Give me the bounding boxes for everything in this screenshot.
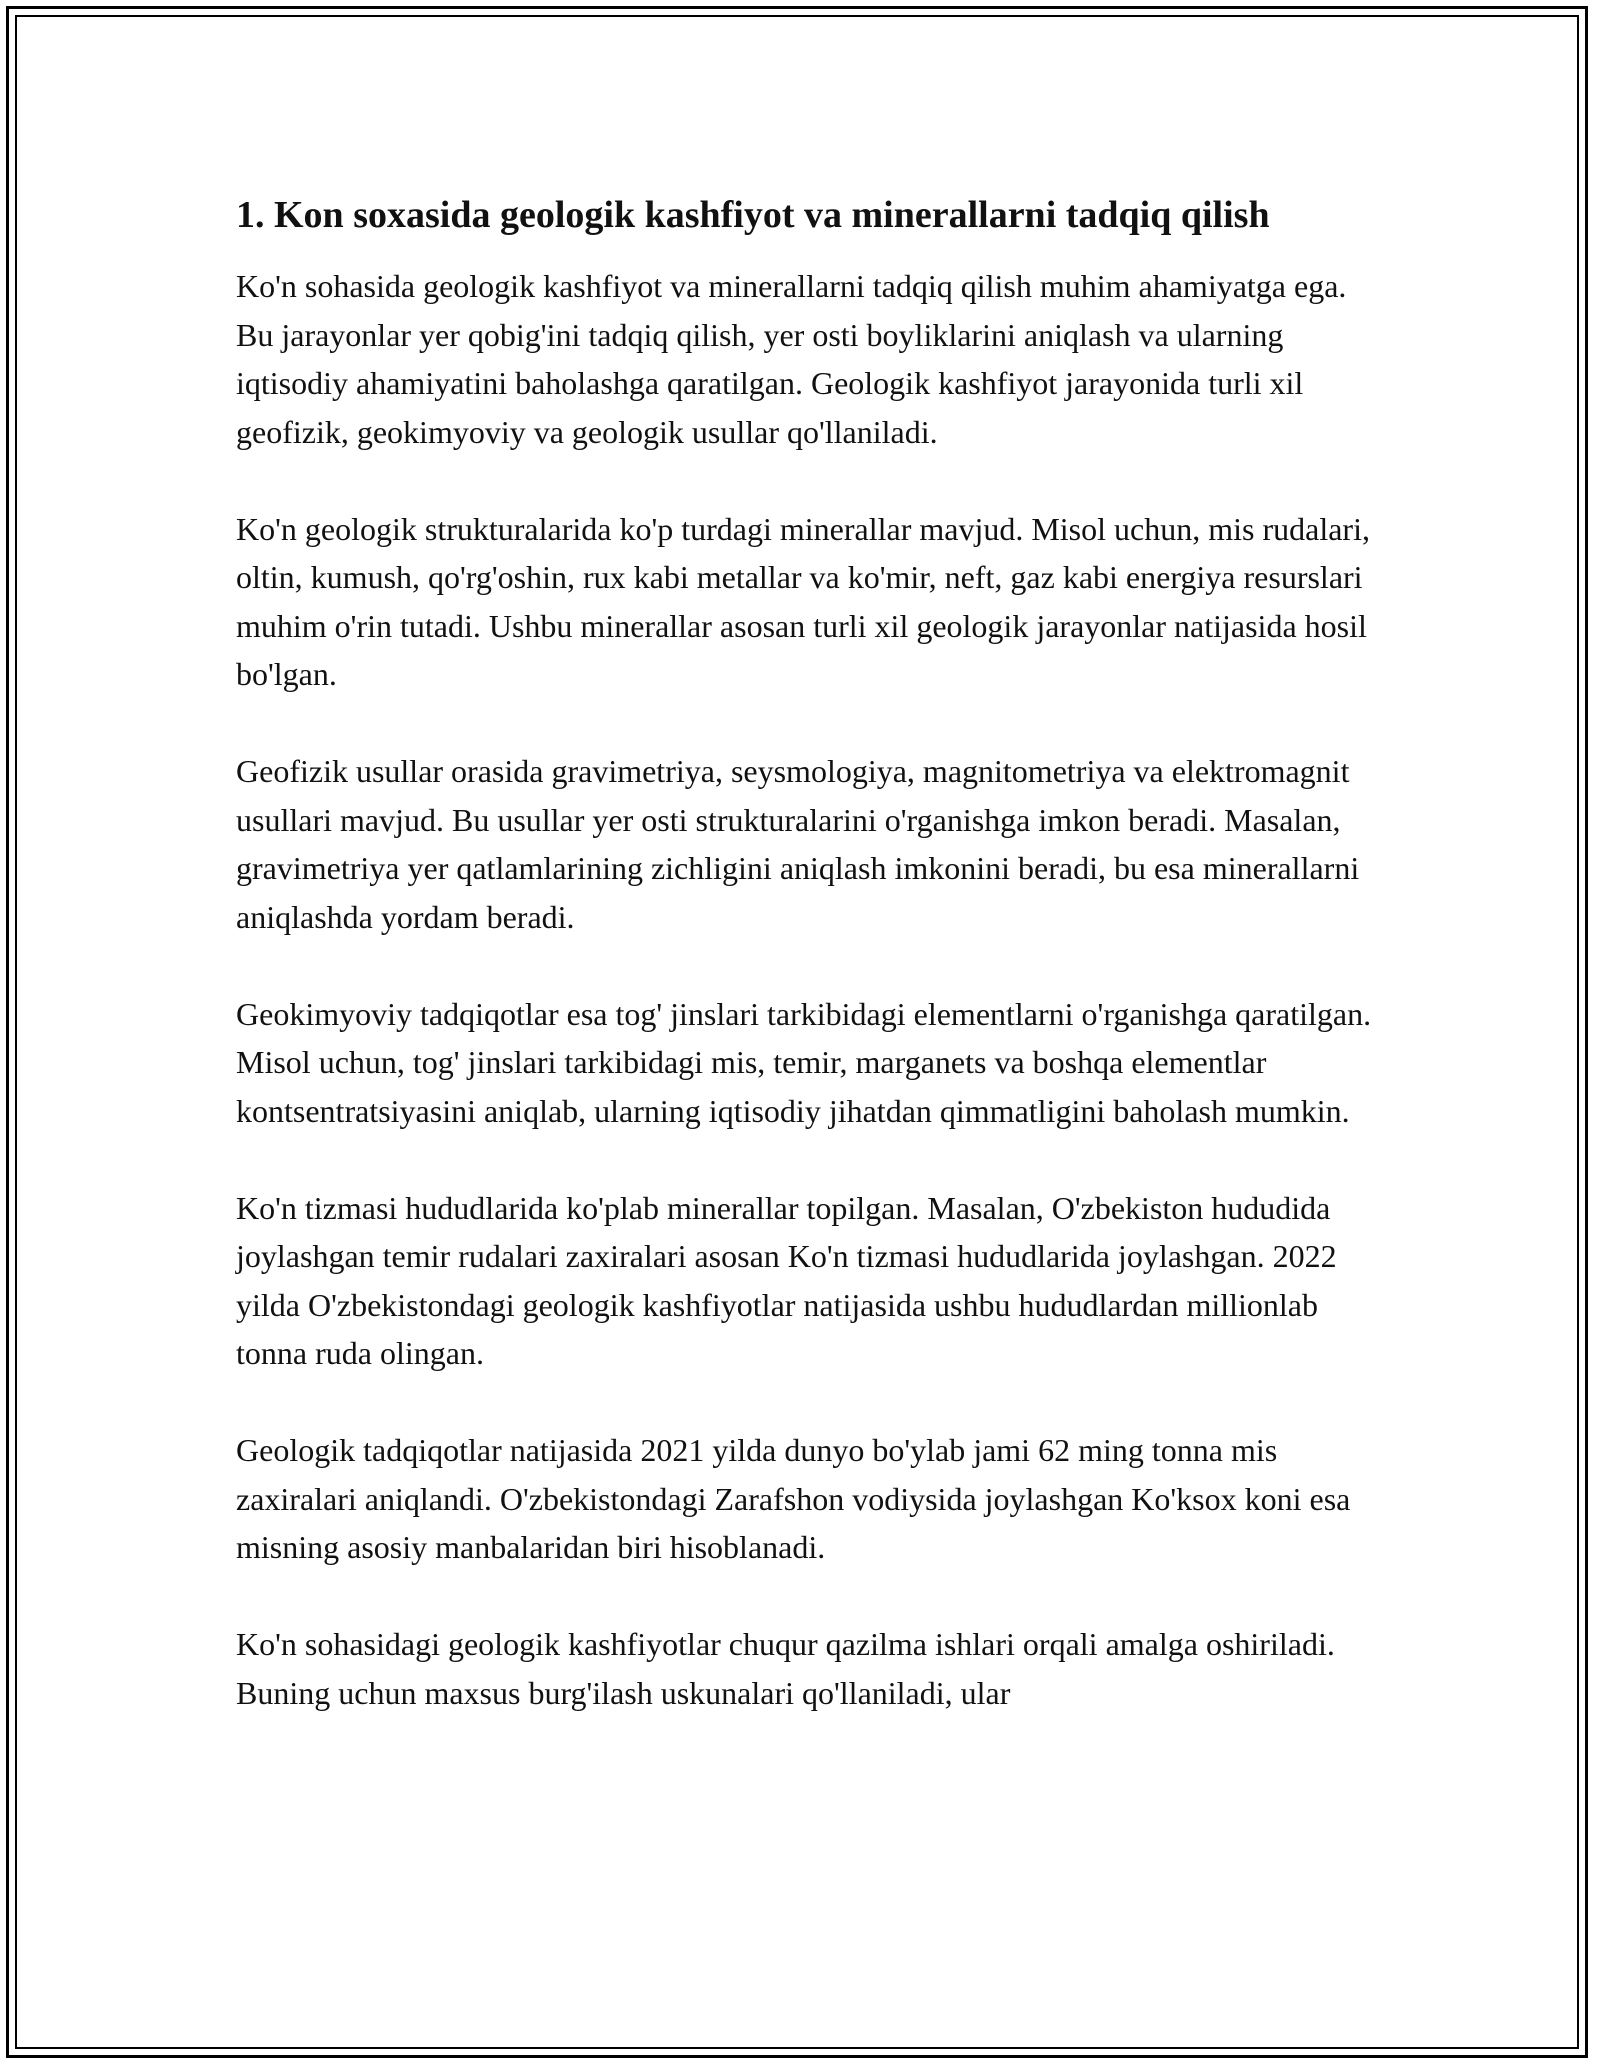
paragraph-geophysics: Geofizik usullar orasida gravimetriya, seysmologiya, magnitometriya va elektromagnit usullari mavjud. Bu usullar yer osti strukturalarini o'rganishga imkon beradi. Masalan, gravimetriya yer qatlamlarining zichligini aniqlash imkonini beradi, bu esa minerallarni aniqlashda yordam beradi. <box>236 753 1360 935</box>
paragraph-minerals: Ko'n geologik strukturalarida ko'p turdagi minerallar mavjud. Misol uchun, mis rudalari, oltin, kumush, qo'rg'oshin, rux kabi metallar va ko'mir, neft, gaz kabi energiya resurslari muhim o'rin tutadi. Ushbu minerallar asosan turli xil geologik jarayonlar natijasida hosil bo'lgan. <box>236 510 1370 692</box>
paragraph-drilling: Ko'n sohasidagi geologik kashfiyotlar chuqur qazilma ishlari orqali amalga oshiriladi. Buning uchun maxsus burg'ilash uskunalari qo'llaniladi, ular <box>236 1626 1335 1711</box>
document-body <box>236 188 1386 1717</box>
paragraph-geochemistry: Geokimyoviy tadqiqotlar esa tog' jinslari tarkibidagi elementlarni o'rganishga qaratilgan. Misol uchun, tog' jinslari tarkibidagi mis, temir, marganets va boshqa elementlar kontsentratsiyasini aniqlab, ularning iqtisodiy jihatdan qimmatligini baholash mumkin. <box>236 995 1372 1129</box>
paragraph-reserves: Geologik tadqiqotlar natijasida 2021 yilda dunyo bo'ylab jami 62 ming tonna mis zaxiralari aniqlandi. O'zbekistondagi Zarafshon vodiysida joylashgan Ko'ksox koni esa misning asosiy manbalaridan biri hisoblanadi. <box>236 1432 1351 1565</box>
paragraph-intro: Ko'n sohasida geologik kashfiyot va minerallarni tadqiq qilish muhim ahamiyatga ega. Bu jarayonlar yer qobig'ini tadqiq qilish, yer osti boyliklarini aniqlash va ularning iqtisodiy ahamiyatini baholashga qaratilgan. Geologik kashfiyot jarayonida turli xil geofizik, geokimyoviy va geologik usullar qo'llaniladi. <box>236 268 1347 450</box>
section-heading: 1. Kon soxasida geologik kashfiyot va minerallarni tadqiq qilish <box>236 194 1270 236</box>
paragraph-regions: Ko'n tizmasi hududlarida ko'plab minerallar topilgan. Masalan, O'zbekiston hududida joylashgan temir rudalari zaxiralari asosan Ko'n tizmasi hududlarida joylashgan. 2022 yilda O'zbekistondagi geologik kashfiyotlar natijasida ushbu hududlardan millionlab tonna ruda olingan. <box>236 1189 1337 1371</box>
